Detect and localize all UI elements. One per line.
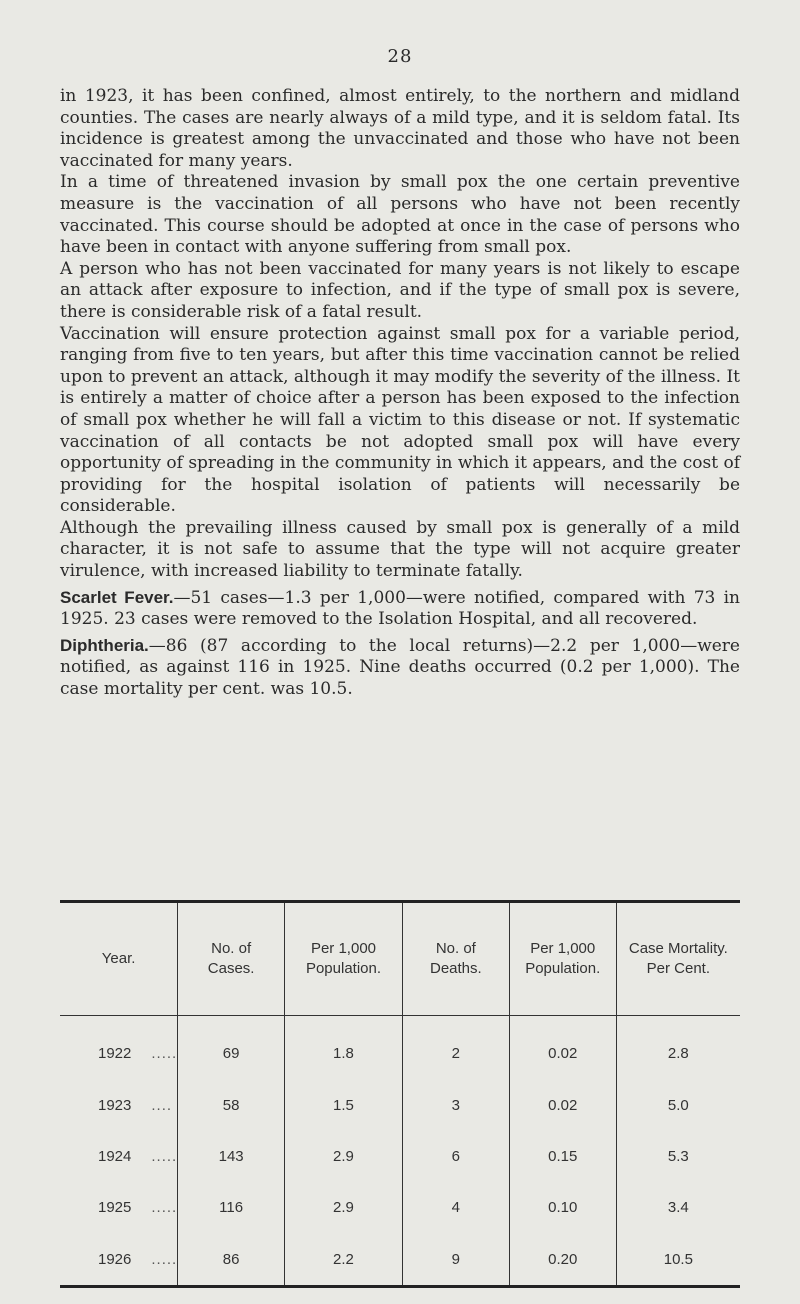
cell-deaths: 6 [402,1131,509,1182]
cell-mortality: 10.5 [616,1234,740,1285]
cell-deaths-per-1000: 0.15 [509,1131,616,1182]
diphtheria-statistics-table [60,900,740,1288]
cell-cases: 116 [178,1182,285,1233]
cell-cases: 69 [178,1016,285,1080]
cell-per-1000: 2.2 [285,1234,403,1285]
cell-deaths-per-1000: 0.02 [509,1080,616,1131]
cell-deaths: 4 [402,1182,509,1233]
heading-scarlet-fever: Scarlet Fever. [60,587,174,607]
cell-per-1000: 1.5 [285,1080,403,1131]
header-cases: No. of Cases. [178,903,285,1016]
paragraph-preventive-measure: In a time of threatened invasion by small pox the one certain preventive measure is the vaccination of all persons who have not been recently vaccinated. This course should be adopted at once in the case of persons who have been in contact with anyone suffering from small pox. [60,172,740,258]
cell-deaths-per-1000: 0.20 [509,1234,616,1285]
cell-mortality: 5.0 [616,1080,740,1131]
table-row [60,1131,740,1182]
cell-cases: 58 [178,1080,285,1131]
paragraph-unvaccinated-risk: A person who has not been vaccinated for many years is not likely to escape an attack after exposure to infection, and if the type of small pox is severe, there is considerable risk of a fatal result. [60,258,740,322]
cell-year: 1925 ..... [98,1199,178,1217]
cell-mortality: 2.8 [616,1016,740,1080]
cell-deaths: 9 [402,1234,509,1285]
cell-cases: 143 [178,1131,285,1182]
table-row [60,1234,740,1285]
paragraph-virulence-warning: Although the prevailing illness caused by small pox is generally of a mild character, it is not safe to assume that the type will not acquire greater virulence, with increased liability to terminate fatally. [60,517,740,582]
table-row [60,1080,740,1131]
scarlet-fever-text: —51 cases—1.3 per 1,000—were notified, compared with 73 in 1925. 23 cases were removed to the Isolation Hospital, and all recovered. [60,587,740,630]
header-year: Year. [60,903,178,1016]
header-case-mortality: Case Mortality. Per Cent. [616,903,740,1016]
header-deaths: No. of Deaths. [402,903,509,1016]
paragraph-vaccination-protection: Vaccination will ensure protection against small pox for a variable period, ranging from five to ten years, but after this time vaccination cannot be relied upon to prevent an attack, although it may modify the severity of the illness. It is entirely a matter of choice after a person has been exposed to the infection of small pox whether he will fall a victim to this disease or not. If systematic vaccination of all contacts be not adopted small pox will have every opportunity of spreading in the community in which it appears, and the cost of providing for the hospital isolation of patients will necessarily be considerable. [60,323,740,517]
cell-per-1000: 1.8 [285,1016,403,1080]
diphtheria-text: —86 (87 according to the local returns)—2.2 per 1,000—were notified, as against 116 in 1925. Nine deaths occurred (0.2 per 1,000). The case mortality per cent. was 10.5. [60,635,740,700]
paragraph-smallpox-incidence: in 1923, it has been confined, almost entirely, to the northern and midland counties. The cases are nearly always of a mild type, and it is seldom fatal. Its incidence is greatest among the unvaccinated and those who have not been vaccinated for many years. [60,86,740,171]
table-row [60,1182,740,1233]
cell-year: 1922 ..... [98,1045,178,1063]
table-header-row [60,903,740,1016]
page-number: 28 [387,46,413,67]
cell-per-1000: 2.9 [285,1182,403,1233]
cell-mortality: 3.4 [616,1182,740,1233]
header-cases-per-1000: Per 1,000 Population. [285,903,403,1016]
cell-year: 1926 ..... [98,1250,178,1268]
heading-diphtheria: Diphtheria. [60,635,149,655]
cell-year: 1924 ..... [98,1148,178,1166]
cell-year: 1923 .... [98,1096,173,1114]
cell-deaths: 2 [402,1016,509,1080]
table-row [60,1016,740,1080]
cell-deaths-per-1000: 0.10 [509,1182,616,1233]
paragraph-scarlet-fever [60,587,740,631]
header-deaths-per-1000: Per 1,000 Population. [509,903,616,1016]
body-text [60,86,740,701]
cell-deaths: 3 [402,1080,509,1131]
cell-mortality: 5.3 [616,1131,740,1182]
cell-deaths-per-1000: 0.02 [509,1016,616,1080]
cell-cases: 86 [178,1234,285,1285]
cell-per-1000: 2.9 [285,1131,403,1182]
paragraph-diphtheria [60,635,740,701]
